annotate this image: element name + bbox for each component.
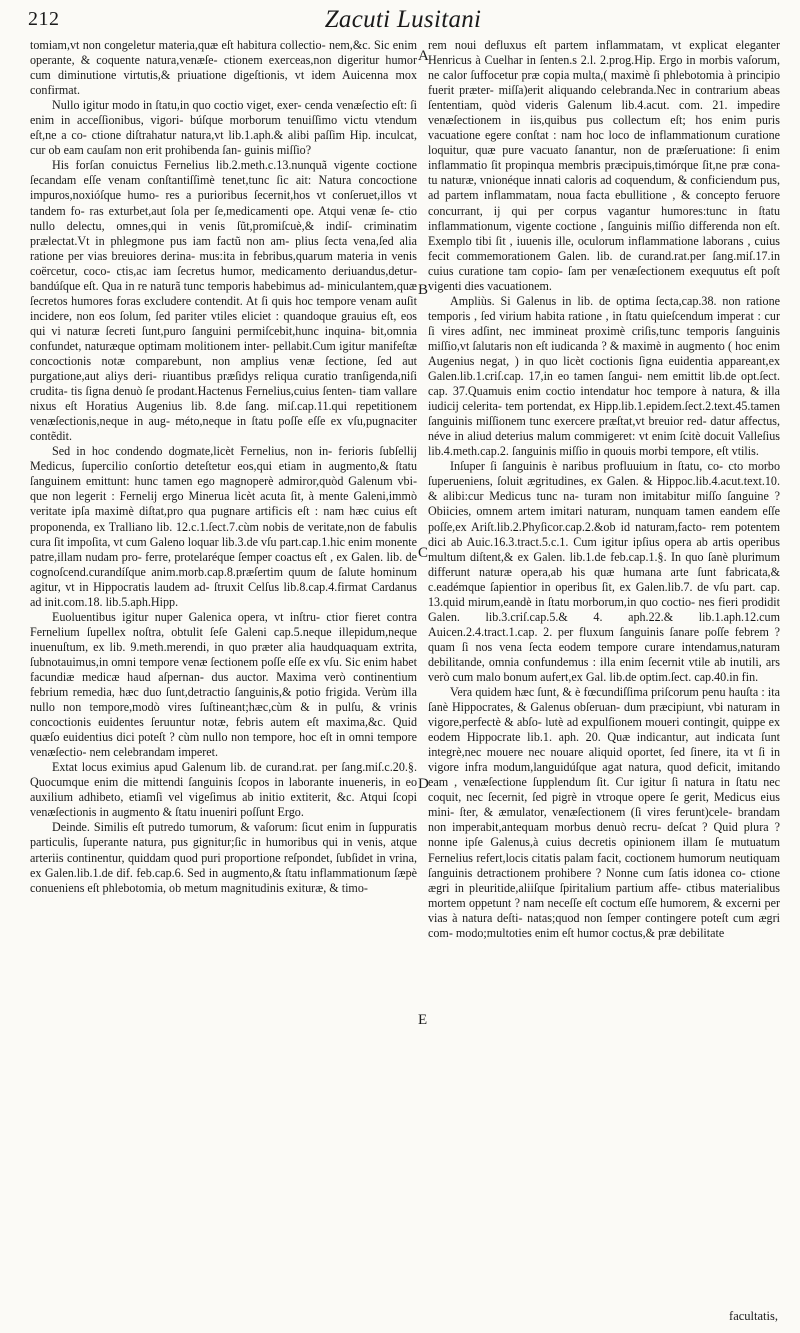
paragraph: Inſuper ſi ſanguinis è naribus profluuium in ſtatu, co- cto morbo ſuperueniens, ſoluit ægritudines, ex Galen. & Hippoc.lib.4.acut.text.10. & alibi:cur Medicus tunc na- turam non imitabitur miſſo ſanguine ? Obiicies, omnem artem imitari naturam, nunquam tamen eandem eſſe poſſe,ex Ariſt.lib.2.Phyſicor.cap.2.&ob id naturam,facto- rem potentem dici ab Auic.16.3.tract.5.c.1. Cum igitur ipſius opera ab artis operibus multum diſtent,& ex Galen. lib.1.de feb.cap.1.§. In quo ſanè plurimum differunt naturæ opera,ab his quæ humana arte ſunt fabricata,& c.eadémque ſapientior in operibus ſit, ex Galen.lib.7. de vſu part. cap. 13.quid mirum,eandè in ſtatu morborum,in quo coctio- nes fieri prodidit Galen. lib.3.criſ.cap.5.& 4. aph.22.& lib.1.aph.12.cum Auicen.2.4.tract.1.cap. 2. per fluxum ſanguinis ſanare poſſe febrem ? quam ſi nos vena ſecta eodem tempore curare intendamus,naturam debilitande, omnia confundemus : illa enim ſecernit vtile ab inutili, ars verò cum malo bonum aufert,ex Gal. lib.de optim.ſect. cap.40.in fin. xyxy=(428,459,780,684)
paragraph: Vera quidem hæc ſunt, & è fœcundiſſima priſcorum penu hauſta : ita ſanè Hippocrates, & Galenus obſeruan- dum præcipiunt, vbi naturam in vigore,perfectè & abſo- lutè ad expulſionem moueri contingit, quippe ex eodem Hippocrate lib.1. aph. 20. Quæ indicantur, aut indicata ſunt integrè,nec mouere nec nouare aliquid oportet, ſed ſinere, ita vt ſi in vigore infra modum,languidúſque agat natura, quod deficit, imitando eam , venæſectione ſupplendum ſit. Cur igitur ſi natura in ſtatu nec coquit, nec ſecernit, ſed pigrè in vtroque opere ſe gerit, Medicus eius mini- ſter, & æmulator, venæſectionem (ſi vires ferunt)cele- brandam non imperabit,antequam morbus denuò recru- deſcat ? Quid plura ? nonne ipſe Galenus,à cuius decretis opinionem illam ſe mutuatum Fernelius refert,locis citatis palam facit, coctionem humorum neutiquam ſanguinis detractionem prohibere ? Nonne cum ſatis idonea co- ctione ægri in pleuritide,aliiſque ſpiritalium partium affe- ctibus materialibus mortem oppetunt ? nam neceſſe eſt coctum eſſe humorem, & excerni per vias à natura deſti- natas;quod non ſemper contingere poteſt cum ægri com- modo;multoties enim eſt humor coctus,& præ debilitate xyxy=(428,685,780,940)
paragraph: tomiam,vt non congeletur materia,quæ eſt habitura collectio- nem,&c. Sic enim operante, & coquente natura,venæſe- ctionem exerceas,non digeritur humor cum diminutione virtutis,& priuatione digeſtionis, vt idem Auicenna mox confirmat. xyxy=(30,38,417,98)
running-title: Zacuti Lusitani xyxy=(324,6,482,33)
margin-letter-d: D xyxy=(418,776,429,792)
left-column xyxy=(30,38,417,896)
margin-letter-e: E xyxy=(418,1012,428,1028)
margin-letter-b: B xyxy=(418,282,429,298)
paragraph: Euoluentibus igitur nuper Galenica opera, vt inſtru- ctior fieret contra Fernelium ſupellex noſtra, obtulit ſeſe Galeni cap.5.neque illepidum,neque inuenuſtum, ex lib. 9.meth.merendi, in quo præter alia haudquaquam extrita, ſubnotauimus,in omni tempore venæ ſectionem poſſe eſſe ex vſu. Sic enim habet facundiæ medicæ haud aſpernan- dus auctor. Maxima verò continentium febrium remedia, hæc duo ſunt,detractio ſanguinis,& potio frigida. Verùm illa nullo non tempore,modò vires ſuſtineant;hæc,cùm & in pulſu, & vrinis concoctionis euidentes ſeruuntur notæ, febris autem eſt maxima,&c. Quid quæſo euidentius dici poteſt ? cùm nullo non tempore, hoc eſt in omni tempore venæſectio- nem celebrandam imperet. xyxy=(30,609,417,760)
paragraph: rem noui defluxus eſt partem inflammatam, vt explicat eleganter Henricus à Cuelhar in ſenten.s 2.l. 2.prog.Hip. Ergo in morbis vaſorum, ne calor ſuffocetur præ copia multa,( maximè ſi phlebotomia à principio fuerit præter- miſſa)erit aliquando celebranda.Nec in contrarium abeas ſententiam, quòd videris Galenum lib.4.acut. com. 21. impedire venæſectionem in iis,quibus pus collectum eſt; hos enim puris vacuatione egere conſtat : nam hoc loco de inflammationum curatione loquitur, quæ pure vacuato ſanantur, non de præſeruatione: ſi enim inflammatio ſit propinqua membris præcipuis,timórque ſit,ne præ cona- tu naturæ, vnionéque innati caloris ad coquendum, & conficiendum pus, ad partem inflammatam, noua facta ebullitione , & concepto feruore concurrant, ij qui per corpus vagantur humores:tunc in ſtatu inflammationum, vigente coctione , ſanguinis miſſio differenda non eſt. Exemplo tibi ſit , iuuenis ille, oculorum inflammatione laborans , cuius fecit commemorationem Galen. lib. de curand.rat.per ſang.miſ.17.in cuius curatione tam copio- ſam per venæſectionem exequutus eſt poſt vigenti dies vacuationem. xyxy=(428,38,780,293)
right-column xyxy=(428,38,780,941)
margin-letter-c: C xyxy=(418,545,429,561)
paragraph: Sed in hoc condendo dogmate,licèt Fernelius, non in- ferioris ſubſellij Medicus, ſupercilio conſortio deteſtetur eos,qui etiam in augmento,& ſtatu ſanguinem emittunt: hunc tamen ego magnoperè admiror,quòd Galenum vbi- que non legerit : Fernelij ergo Minerua licèt acuta ſit, à mente Galeni,immò veritate ipſa maximè diſtat,pro qua pugnare artificis eſt : nam hæc cuius eſt proponenda, ex Tralliano lib. 12.c.1.ſect.7.cùm nobis de veritate,non de fabulis cura ſit impoſita, vt cum Galeno loquar lib.3.de vſu part.cap.1.hic enim monente patre,illam nudam pro- ferre, protelaréque ſemper coactus eſt , ex Galen. lib. de cognoſcend.curandíſque anim.morb.cap.8.præſertim quum de ſalute hominum agitur, vt in Hippocratis laudem ad- ſtruxit Celſus lib.8.cap.4.firmat Cardanus ad init.com.18. lib.5.aph.Hipp. xyxy=(30,444,417,609)
catchword: facultatis, xyxy=(729,1309,778,1323)
page-header xyxy=(28,6,778,36)
paragraph: Nullo igitur modo in ſtatu,in quo coctio viget, exer- cenda venæſectio eſt: ſi enim in acceſſionibus, vigori- búſque morborum tenuiſſimo victu vtendum eſt,ne a co- ctione diſtrahatur natura,vt lib.1.aph.& alibi paſſim Hip. inculcat, cur ob eam cauſam non erit prohibenda ſan- guinis miſſio? xyxy=(30,98,417,158)
paragraph: His forſan conuictus Fernelius lib.2.meth.c.13.nunquã vigente coctione ſecandam eſſe venam conſtantiſſimè tenet,tunc ſic ait: Natura concoctione impuros,noxióſque humo- res a purioribus ſecernit,hos vt conſeruet,illos vt tandem fo- ras exturbet,aut ſola per ſe,medicamenti ope. Atqui venæ ſe- ctio nullo delectu, omnes,qui in venis ſũt,promiſcuè,& indiſ- criminatim prælectat.Vt in phlegmone pus iam factũ non am- plius ſecta vena,ſed alia ratione per vias breuiores derina- mus:ita in febribus,quarum materia in venis coërcetur, coco- ctis,ac iam ſecretus humor, medicamento deriuandus,detur- bandúſque eſt. Qua in re naturã tunc temporis habebimus ad- miniculantem,quæ ſecretos humores foras excludere contendit. At ſi quis hoc tempore venam auſit incidere, non eos ſolum, ſed pariter vtiles eliciet : quandoque grauius eſt, eos qui vi naturæ ſecreti ſunt,puro ſanguini permiſcebit,hunc inquina- bit,omnia confundet, naturæque optimam molitionem inter- pellabit.Cum igitur manifeſtæ concoctionis notæ comparebunt, non amplius venæ ſectione, ſed aut purgatione,aut aliys deri- riuantibus præſidys reliqua curatio tranſigenda,niſi crudita- tis ſigna denuò ſe prodant.Hactenus Fernelius,cuius ſenten- tiam vallare nixus eſt Horatius Augenius lib. 8.de ſang. miſ.cap.11.qui repetitionem venæſectionis,neque in aug- méto,neque in ſtatu poſſe eſſe ex vſu,pugnaciter contẽdit. xyxy=(30,158,417,444)
margin-letter-a: A xyxy=(418,48,429,64)
paragraph: Ampliùs. Si Galenus in lib. de optima ſecta,cap.38. non ratione temporis , ſed virium habita ratione , in ſtatu quieſcendum imperat : cur ſi vires adſint, nec immineat proximè criſis,tunc temporis ſanguinis miſſio,vt ſalutaris non eſt iudicanda ? & maximè in augmento ( hoc enim Augenius negat, ) in quo licèt coctionis ſigna euidentia appareant,ex Galen.lib.1.criſ.cap. 17,in eo tamen ſangui- nem emittit lib.de opt.ſect. cap. 37.Quamuis enim coctio intendatur hoc tempore à natura, & illa iudicij celerita- tem portendat, ex Hipp.lib.1.epidem.ſect.2.text.45.tamen ſanguinis miſſionem tunc exercere præſtat,vt breuior red- datur affectus, néve in aliud deterius malum commigeret: vt enim ſcitè docuit Valleſius lib.4.meth.cap.2. ſanguinis miſſio in quouis morbi tempore, eſt vtilis. xyxy=(428,293,780,459)
paragraph: Deinde. Similis eſt putredo tumorum, & vaſorum: ſicut enim in ſuppuratis particulis, ſuperante natura, pus gignitur;ſic in humoribus qui in venis, atque arteriis continentur, quiddam quod puri proportione reſpondet, ſubſidet in vrina, ex Galen.lib.1.de dif. feb.cap.6. Sed in augmento,& ſtatu inflammationum ſæpè conueniens eſt phlebotomia, ob metum magnitudinis exituræ, & timo- xyxy=(30,820,417,895)
paragraph: Extat locus eximius apud Galenum lib. de curand.rat. per ſang.miſ.c.20.§. Quocumque enim die mittendi ſanguinis ſcopos in laborante inueneris, in eo auxilium adhibeto, etiamſi vel vigeſimus ab initio extiterit, &c. Atqui ſcopi venæſectionis in augmento & ſtatu inueniri poſſunt Ergo. xyxy=(30,760,417,820)
page-number: 212 xyxy=(28,8,60,30)
